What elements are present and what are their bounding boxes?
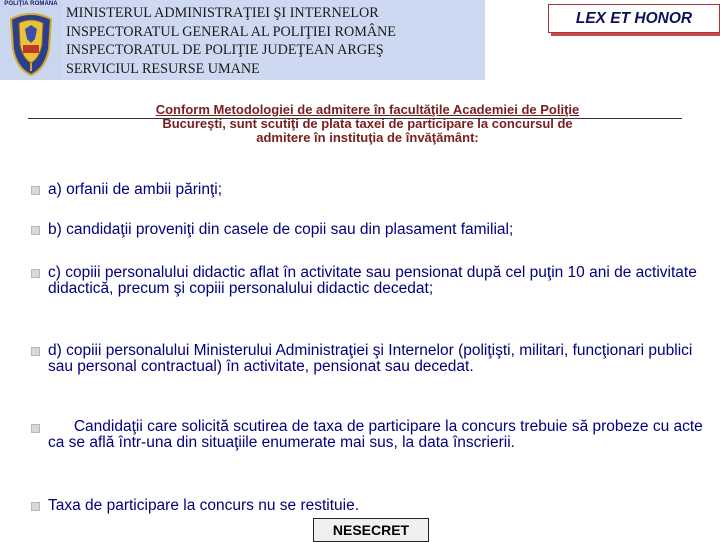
header-line-igpr: INSPECTORATUL GENERAL AL POLIŢIEI ROMÂNE xyxy=(66,23,396,40)
logo-caption: POLIŢIA ROMÂNĂ xyxy=(4,1,58,7)
list-item-text: Candidaţii care solicită scutirea de taxa de participare la concurs trebuie să probeze cu acte ca se află într-una din situaţiile enumerate mai sus, la data înscrierii. xyxy=(48,418,708,451)
police-logo xyxy=(0,0,62,80)
square-bullet-icon xyxy=(31,269,40,278)
header-line-service: SERVICIUL RESURSE UMANE xyxy=(66,60,260,77)
square-bullet-icon xyxy=(31,347,40,356)
square-bullet-icon xyxy=(31,424,40,433)
list-item-text: d) copiii personalului Ministerului Administraţiei şi Internelor (poliţişti, militari, funcţionari publici sau personal contractual) în activitate, pensionat sau decedat. xyxy=(48,342,693,375)
header-line-ipj: INSPECTORATUL DE POLIŢIE JUDEŢEAN ARGEŞ xyxy=(66,42,384,58)
square-bullet-icon xyxy=(31,226,40,235)
motto-box xyxy=(548,4,720,33)
classification-label: NESECRET xyxy=(332,522,410,538)
motto-text: LEX ET HONOR xyxy=(575,9,693,27)
square-bullet-icon xyxy=(31,502,40,511)
list-item-text: b) candidaţii proveniţi din casele de copii sau din plasament familial; xyxy=(48,221,514,238)
header-banner xyxy=(0,0,485,80)
list-item-text: a) orfanii de ambii părinţi; xyxy=(48,181,223,198)
intro-line-3: admitere în instituţia de învăţământ: xyxy=(256,130,479,145)
list-item-text: c) copiii personalului didactic aflat în activitate sau pensionat după cel puţin 10 ani de activitate didactică, precum şi copiii personalului didactic decedat; xyxy=(48,264,697,297)
header-titles xyxy=(66,4,484,78)
intro-line-2: Bucureşti, sunt scutiţi de plata taxei de participare la concursul de xyxy=(162,116,573,131)
coat-of-arms-icon xyxy=(5,9,57,79)
header-line-ministry: MINISTERUL ADMINISTRAŢIEI ŞI INTERNELOR xyxy=(66,5,379,21)
intro-line-1: Conform Metodologiei de admitere în facultăţile Academiei de Poliţie xyxy=(155,102,580,117)
square-bullet-icon xyxy=(31,186,40,195)
list-item-text: Taxa de participare la concurs nu se restituie. xyxy=(48,497,360,514)
intro-paragraph xyxy=(55,103,680,145)
classification-badge xyxy=(313,518,429,542)
